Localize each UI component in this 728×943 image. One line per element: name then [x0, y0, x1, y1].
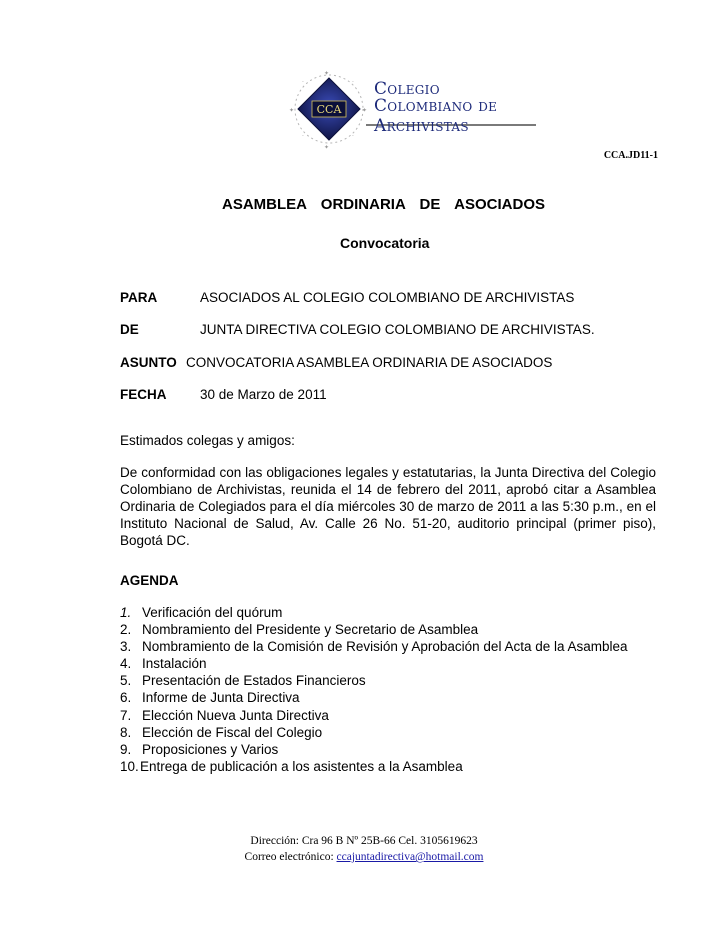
svg-text:✦: ✦	[324, 70, 330, 77]
document-subtitle: Convocatoria	[340, 235, 430, 251]
logo-line-2: Colombiano de	[374, 96, 498, 116]
agenda-item: 9. Proposiciones y Varios	[120, 741, 279, 757]
agenda-heading: AGENDA	[120, 573, 179, 588]
cca-logo	[288, 68, 538, 150]
cca-emblem-icon	[288, 68, 370, 150]
field-asunto	[120, 355, 552, 370]
agenda-item: 7. Elección Nueva Junta Directiva	[120, 707, 329, 723]
email-label: Correo electrónico:	[244, 851, 334, 863]
svg-text:✦: ✦	[324, 144, 330, 150]
agenda-item: 3. Nombramiento de la Comisión de Revisión y Aprobación del Acta de la Asamblea	[120, 639, 628, 655]
svg-text:✦: ✦	[289, 107, 295, 114]
field-value: ASOCIADOS AL COLEGIO COLOMBIANO DE ARCHIVISTAS	[200, 290, 575, 305]
svg-text:·: ·	[302, 79, 304, 86]
agenda-item: 6. Informe de Junta Directiva	[120, 690, 300, 706]
agenda-item: 4. Instalación	[120, 656, 207, 672]
field-para	[120, 290, 574, 305]
logo-line-3: Archivistas	[374, 116, 469, 136]
agenda-item: 2. Nombramiento del Presidente y Secretario de Asamblea	[120, 622, 479, 638]
field-label: FECHA	[120, 387, 167, 402]
logo-name	[374, 81, 497, 135]
greeting: Estimados colegas y amigos:	[120, 433, 295, 448]
agenda-item: 5. Presentación de Estados Financieros	[120, 673, 366, 689]
body-paragraph: De conformidad con las obligaciones legales y estatutarias, la Junta Directiva del Colegio Colombiano de Archivistas, reunida el 14 de febrero del 2011, aprobó citar a Asamblea Ordinaria de Colegiados para el día miércoles 30 de marzo de 2011 a las 5:30 p.m., en el Instituto Nacional de Salud, Av. Calle 26 No. 51-20, auditorio principal (primer piso), Bogotá DC.	[120, 465, 656, 548]
document-reference: CCA.JD11-1	[603, 150, 658, 161]
document-title: ASAMBLEA ORDINARIA DE ASOCIADOS	[222, 196, 546, 213]
svg-text:·: ·	[352, 79, 354, 86]
svg-text:·: ·	[302, 133, 304, 140]
agenda-item: 10.Entrega de publicación a los asistentes a la Asamblea	[120, 758, 463, 774]
field-label: DE	[120, 322, 139, 337]
agenda-item: 8. Elección de Fiscal del Colegio	[120, 724, 323, 740]
field-value: JUNTA DIRECTIVA COLEGIO COLOMBIANO DE ARCHIVISTAS.	[200, 322, 595, 337]
svg-text:✦: ✦	[362, 107, 368, 114]
field-value: 30 de Marzo de 2011	[200, 387, 327, 402]
field-label: ASUNTO	[120, 355, 177, 370]
field-value: CONVOCATORIA ASAMBLEA ORDINARIA DE ASOCIADOS	[186, 355, 553, 370]
logo-line-1: Colegio	[374, 79, 440, 99]
address-text: Dirección: Cra 96 B Nº 25B-66 Cel. 3105619623	[250, 835, 478, 847]
field-label: PARA	[120, 290, 158, 305]
footer-address	[0, 834, 728, 848]
email-link[interactable]: ccajuntadirectiva@hotmail.com	[336, 851, 484, 863]
footer-email	[0, 850, 728, 864]
agenda-list	[120, 604, 680, 775]
field-de	[120, 322, 595, 337]
svg-text:·: ·	[352, 133, 354, 140]
field-fecha	[120, 387, 327, 402]
emblem-label: CCA	[316, 103, 342, 116]
agenda-item: 1. Verificación del quórum	[120, 605, 283, 620]
